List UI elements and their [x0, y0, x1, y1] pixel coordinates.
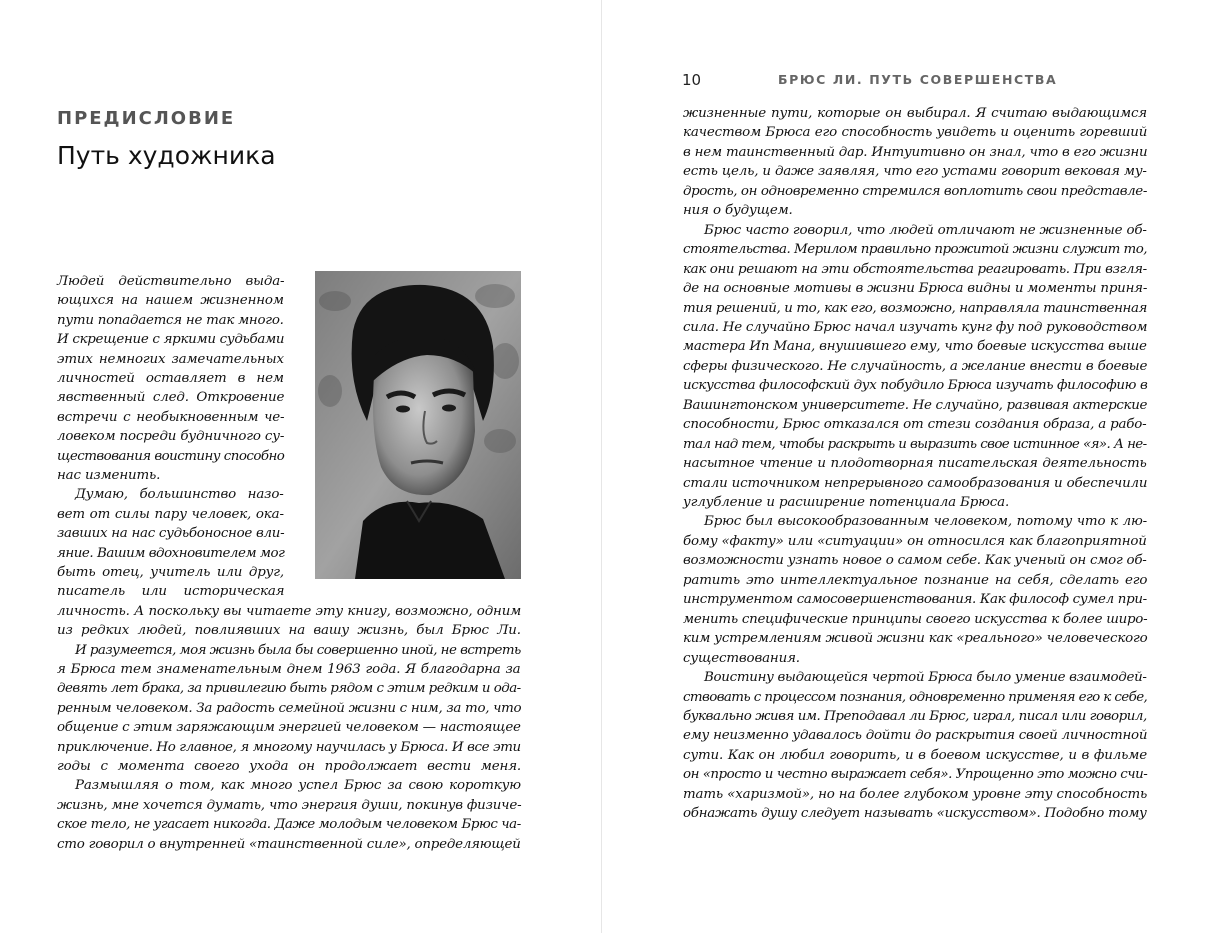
- text-line: буквально живя им. Преподавал ли Брюс, играл, писал или говорил,: [683, 708, 1147, 724]
- text-line: стали источником непрерывного самообразования и обеспечили: [683, 475, 1148, 491]
- text-line: мастера Ип Мана, внушившего ему, что боевые искусства выше: [683, 339, 1147, 355]
- text-line: дрость, он одновременно стремился воплотить свои представле-: [683, 183, 1147, 199]
- text-line: встречи с необыкновенным че-: [57, 409, 285, 425]
- text-line: нас изменить.: [57, 468, 161, 483]
- page-number: 10: [682, 71, 702, 89]
- text-line: сила. Не случайно Брюс начал изучать кунг фу под руководством: [683, 319, 1148, 335]
- text-line: Брюс был высокообразованным человеком, потому что к лю-: [704, 514, 1147, 530]
- text-line: Брюс часто говорил, что людей отличают не жизненные об-: [704, 222, 1147, 238]
- text-line: тал над тем, чтобы раскрыть и выразить свое истинное «я». А не-: [683, 436, 1147, 452]
- text-line: годы с момента своего ухода он продолжает вести меня.: [57, 759, 522, 774]
- text-line: вет от силы пару человек, ока-: [57, 506, 284, 522]
- text-line: из редких людей, повлиявших на вашу жизнь, был Брюс Ли.: [57, 623, 521, 639]
- text-line: он «просто и честно выражает себя». Упрощенно это можно счи-: [683, 767, 1148, 783]
- text-line: есть цель, и даже заявляя, что его устами говорит вековая му-: [683, 164, 1147, 180]
- text-line: яние. Вашим вдохновителем мог: [57, 545, 285, 561]
- text-line: пути попадается не так много.: [57, 312, 284, 328]
- text-line: ществования воистину способно: [57, 448, 285, 464]
- text-line: ствовать с процессом познания, одновременно применяя его к себе,: [683, 689, 1148, 705]
- text-line: ему неизменно удавалось дойти до раскрытия своей личностной: [683, 728, 1148, 744]
- text-line: сто говорил о внутренней «таинственной силе», определяющей: [57, 836, 521, 852]
- text-line: девять лет брака, за привилегию быть рядом с этим редким и ода-: [57, 681, 521, 697]
- text-line: ловеком посреди будничного су-: [57, 429, 285, 445]
- right-page: [602, 0, 1205, 933]
- text-line: бому «факту» или «ситуации» он относился как благоприятной: [683, 533, 1147, 549]
- text-line: в нем таинственный дар. Интуитивно он знал, что в его жизни: [683, 144, 1148, 160]
- portrait-illustration: [315, 271, 521, 579]
- text-line: возможности узнать новое о самом себе. Как ученый он смог об-: [683, 553, 1147, 569]
- text-line: существования.: [683, 650, 800, 666]
- text-line: стоятельства. Мерилом правильно прожитой жизни служит то,: [683, 242, 1148, 258]
- text-line: менить специфические принципы своего искусства к более широ-: [683, 611, 1148, 627]
- running-head: БРЮС ЛИ. ПУТЬ СОВЕРШЕНСТВА: [778, 72, 1058, 87]
- text-line: этих немногих замечательных: [57, 351, 284, 367]
- text-line: я Брюса тем знаменательным днем 1963 года. Я благодарна за: [57, 662, 521, 677]
- text-line: Воистину выдающейся чертой Брюса было умение взаимодей-: [704, 670, 1147, 686]
- text-line: Вашингтонском университете. Не случайно, развивая актерские: [683, 397, 1148, 413]
- text-line: личностей оставляет в нем: [57, 371, 284, 386]
- text-line: качеством Брюса его способность увидеть и оценить горевший: [683, 125, 1148, 141]
- text-line: жизненные пути, которые он выбирал. Я считаю выдающимся: [683, 106, 1148, 121]
- left-page: [0, 0, 601, 933]
- section-label: ПРЕДИСЛОВИЕ: [57, 108, 236, 129]
- text-line: И скрещение с яркими судьбами: [57, 332, 285, 348]
- text-line: быть отец, учитель или друг,: [57, 565, 284, 580]
- text-line: насытное чтение и плодотворная писательская деятельность: [683, 456, 1147, 472]
- text-line: ния о будущем.: [683, 203, 793, 219]
- text-line: сферы физического. Не случайность, а желание внести в боевые: [683, 358, 1148, 374]
- text-line: личность. А поскольку вы читаете эту книгу, возможно, одним: [57, 603, 522, 619]
- text-line: как они решают на эти обстоятельства реагировать. При взгля-: [683, 261, 1147, 277]
- text-line: явственный след. Откровение: [57, 390, 285, 406]
- text-line: де на основные мотивы в жизни Брюса видны и моменты приня-: [683, 281, 1148, 297]
- chapter-title: Путь художника: [57, 141, 276, 170]
- text-line: искусства философский дух побудило Брюса изучать философию в: [683, 378, 1148, 394]
- text-line: Думаю, большинство назо-: [75, 487, 284, 503]
- text-line: ренным человеком. За радость семейной жизни с ним, за то, что: [57, 700, 522, 716]
- text-line: инструментом самосовершенствования. Как философ сумел при-: [683, 592, 1147, 608]
- text-line: сути. Как он любил говорить, и в боевом искусстве, и в фильме: [683, 747, 1147, 763]
- text-line: приключение. Но главное, я многому научилась у Брюса. И все эти: [57, 739, 521, 755]
- text-line: жизнь, мне хочется думать, что энергия души, покинув физиче-: [57, 797, 522, 813]
- text-line: ское тело, не угасает никогда. Даже молодым человеком Брюс ча-: [57, 817, 521, 833]
- text-line: тать «харизмой», но на более глубоком уровне эту способность: [683, 786, 1148, 802]
- text-line: углубление и расширение потенциала Брюса.: [683, 495, 1010, 510]
- text-line: И разумеется, моя жизнь была бы совершенно иной, не встреть: [75, 642, 521, 658]
- text-line: Людей действительно выда-: [57, 274, 285, 289]
- portrait-photo: [315, 271, 521, 579]
- text-line: писатель или историческая: [57, 584, 285, 600]
- text-line: обнажать душу следует называть «искусством». Подобно тому: [683, 806, 1147, 822]
- text-line: ким устремлениям живой жизни как «реального» человеческого: [683, 631, 1148, 647]
- text-line: способности, Брюс отказался от стези создания образа, а рабо-: [683, 417, 1147, 433]
- text-line: тия решений, и то, как его, возможно, направляла таинственная: [683, 300, 1148, 316]
- text-line: Размышляя о том, как много успел Брюс за свою короткую: [75, 778, 521, 794]
- text-line: ющихся на нашем жизненном: [57, 293, 284, 309]
- text-line: ратить это интеллектуальное познание на себя, сделать его: [683, 572, 1148, 588]
- text-line: завших на нас судьбоносное вли-: [57, 526, 285, 542]
- text-line: общение с этим заряжающим энергией человеком — настоящее: [57, 720, 521, 736]
